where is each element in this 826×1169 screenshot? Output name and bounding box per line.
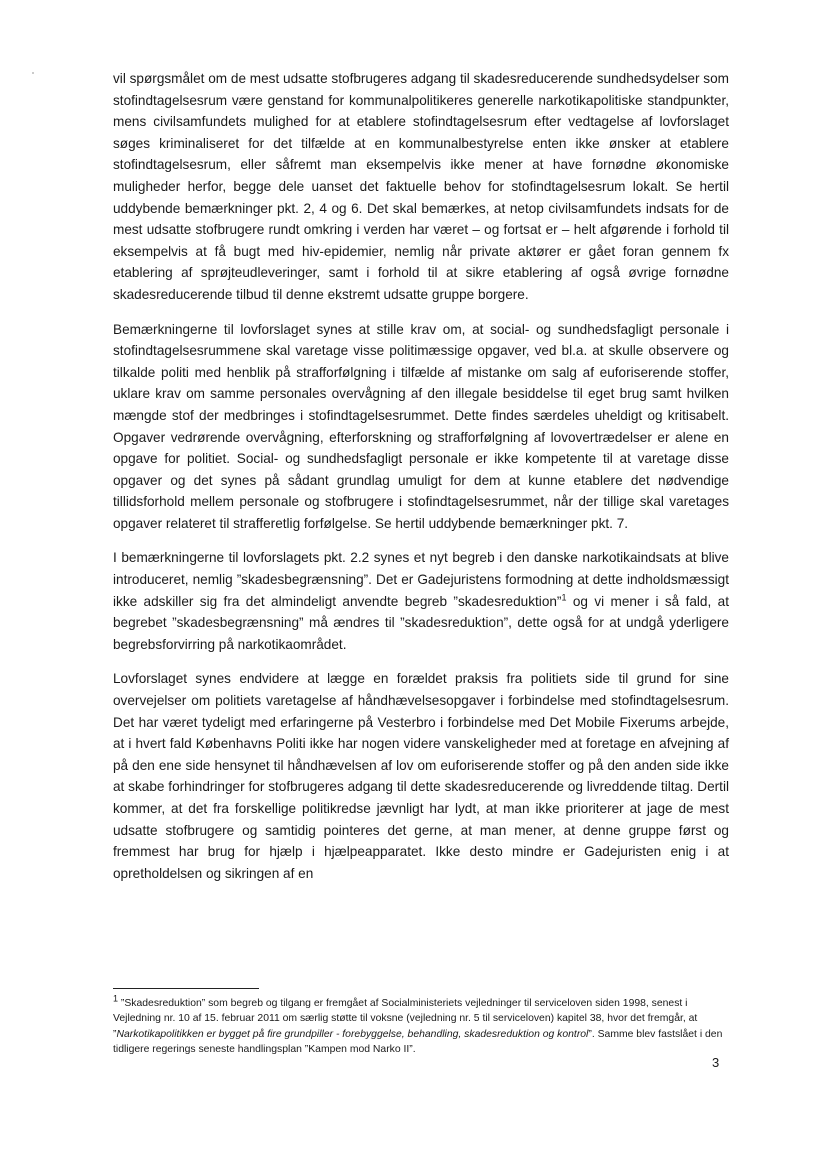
scan-speck (32, 72, 34, 74)
document-body (113, 68, 729, 897)
paragraph-3-text-b: og vi mener i så fald, at begrebet ”skadesbegrænsning” må ændres til ”skadesreduktion”, dette også for at undgå yderligere begrebsforvirring på narkotikaområdet. (113, 593, 729, 652)
footnote-1 (113, 993, 729, 1058)
paragraph-3-text-a: I bemærkningerne til lovforslagets pkt. 2.2 synes et nyt begreb i den danske narkotikaindsats at blive introduceret, nemlig ”skadesbegrænsning”. Det er Gadejuristens formodning at dette indholdsmæssigt ikke adskiller sig fra det almindeligt anvendte begreb ”skadesreduktion” (113, 550, 729, 609)
footnote-separator (113, 988, 259, 989)
paragraph-3 (113, 547, 729, 655)
footnote-quote: Narkotikapolitikken er bygget på fire grundpiller - forebyggelse, behandling, skadesreduktion og kontrol (116, 1028, 589, 1040)
footnote-marker: 1 (113, 993, 119, 1004)
footnote-text-b: ”. Samme blev fastslået i den tidligere regerings seneste handlingsplan ”Kampen mod Narko II”. (113, 1028, 723, 1056)
paragraph-4: Lovforslaget synes endvidere at lægge en forældet praksis fra politiets side til grund for sine overvejelser om politiets varetagelse af håndhævelsesopgaver i forbindelse med stofindtagelsesrum. Det har været tydeligt med erfaringerne på Vesterbro i forbindelse med Det Mobile Fixerums arbejde, at i hvert fald Københavns Politi ikke har nogen videre vanskeligheder med at foretage en afvejning af på den ene side hensynet til håndhævelsen af lov om euforiserende stoffer og på den anden side ikke at skabe forhindringer for stofbrugeres adgang til dette skadesreducerende og livreddende tiltag. Dertil kommer, at det fra forskellige politikredse jævnligt har lydt, at man ikke prioriterer at jage de mest udsatte stofbrugere og samtidig pointeres det gerne, at man mener, at denne gruppe først og fremmest har brug for hjælp i hjælpeapparatet. Ikke desto mindre er Gadejuristen enig i at opretholdelsen og sikringen af en (113, 671, 729, 881)
page-number: 3 (712, 1055, 720, 1070)
footnote-text-a: ”Skadesreduktion” som begreb og tilgang er fremgået af Socialministeriets vejledninger til serviceloven siden 1998, senest i Vejledning nr. 10 af 15. februar 2011 om særlig støtte til voksne (vejledning nr. 5 til serviceloven) kapitel 38, hvor det fremgår, at ” (113, 998, 698, 1040)
footnote-reference: 1 (561, 592, 567, 603)
paragraph-2: Bemærkningerne til lovforslaget synes at stille krav om, at social- og sundhedsfagligt personale i stofindtagelsesrummene skal varetage visse politimæssige opgaver, ved bl.a. at skulle observere og tilkalde politi med henblik på strafforfølgning i tilfælde af mistanke om salg af euforiserende stoffer, uklare krav om samme personales overvågning af den illegale besiddelse til eget brug samt hvilken mængde stof der medbringes i stofindtagelsesrummet. Dette findes særdeles uheldigt og kritisabelt. Opgaver vedrørende overvågning, efterforskning og strafforfølgning af lovovertrædelser er alene en opgave for politiet. Social- og sundhedsfagligt personale er ikke kompetente til at varetage disse opgaver og det synes på sådant grundlag umuligt for dem at kunne etablere det nødvendige tillidsforhold mellem personale og stofbrugere i stofindtagelsesrummet, når der tillige skal varetages opgaver relateret til strafferetlig forfølgelse. Se hertil uddybende bemærkninger pkt. 7. (113, 321, 729, 531)
paragraph-1: vil spørgsmålet om de mest udsatte stofbrugeres adgang til skadesreducerende sundhedsydelser som stofindtagelsesrum være genstand for kommunalpolitikeres generelle narkotikapolitiske standpunkter, mens civilsamfundets mulighed for at etablere stofindtagelsesrum efter vedtagelse af lovforslaget søges kriminaliseret for det tilfælde at en kommunalbestyrelse enten ikke ønsker at etablere stofindtagelsesrum, eller såfremt man eksempelvis ikke mener at have fornødne økonomiske muligheder herfor, begge dele uanset det faktuelle behov for stofindtagelsesrum lokalt. Se hertil uddybende bemærkninger pkt. 2, 4 og 6. Det skal bemærkes, at netop civilsamfundets indsats for de mest udsatte stofbrugere rundt omkring i verden har været – og fortsat er – helt afgørende i forhold til eksempelvis at få bugt med hiv-epidemier, nemlig når private aktører er gået foran gennem fx etablering af sprøjteudleveringer, samt i forhold til at sikre etablering af også øvrige fornødne skadesreducerende tilbud til denne ekstremt udsatte gruppe borgere. (113, 71, 729, 302)
